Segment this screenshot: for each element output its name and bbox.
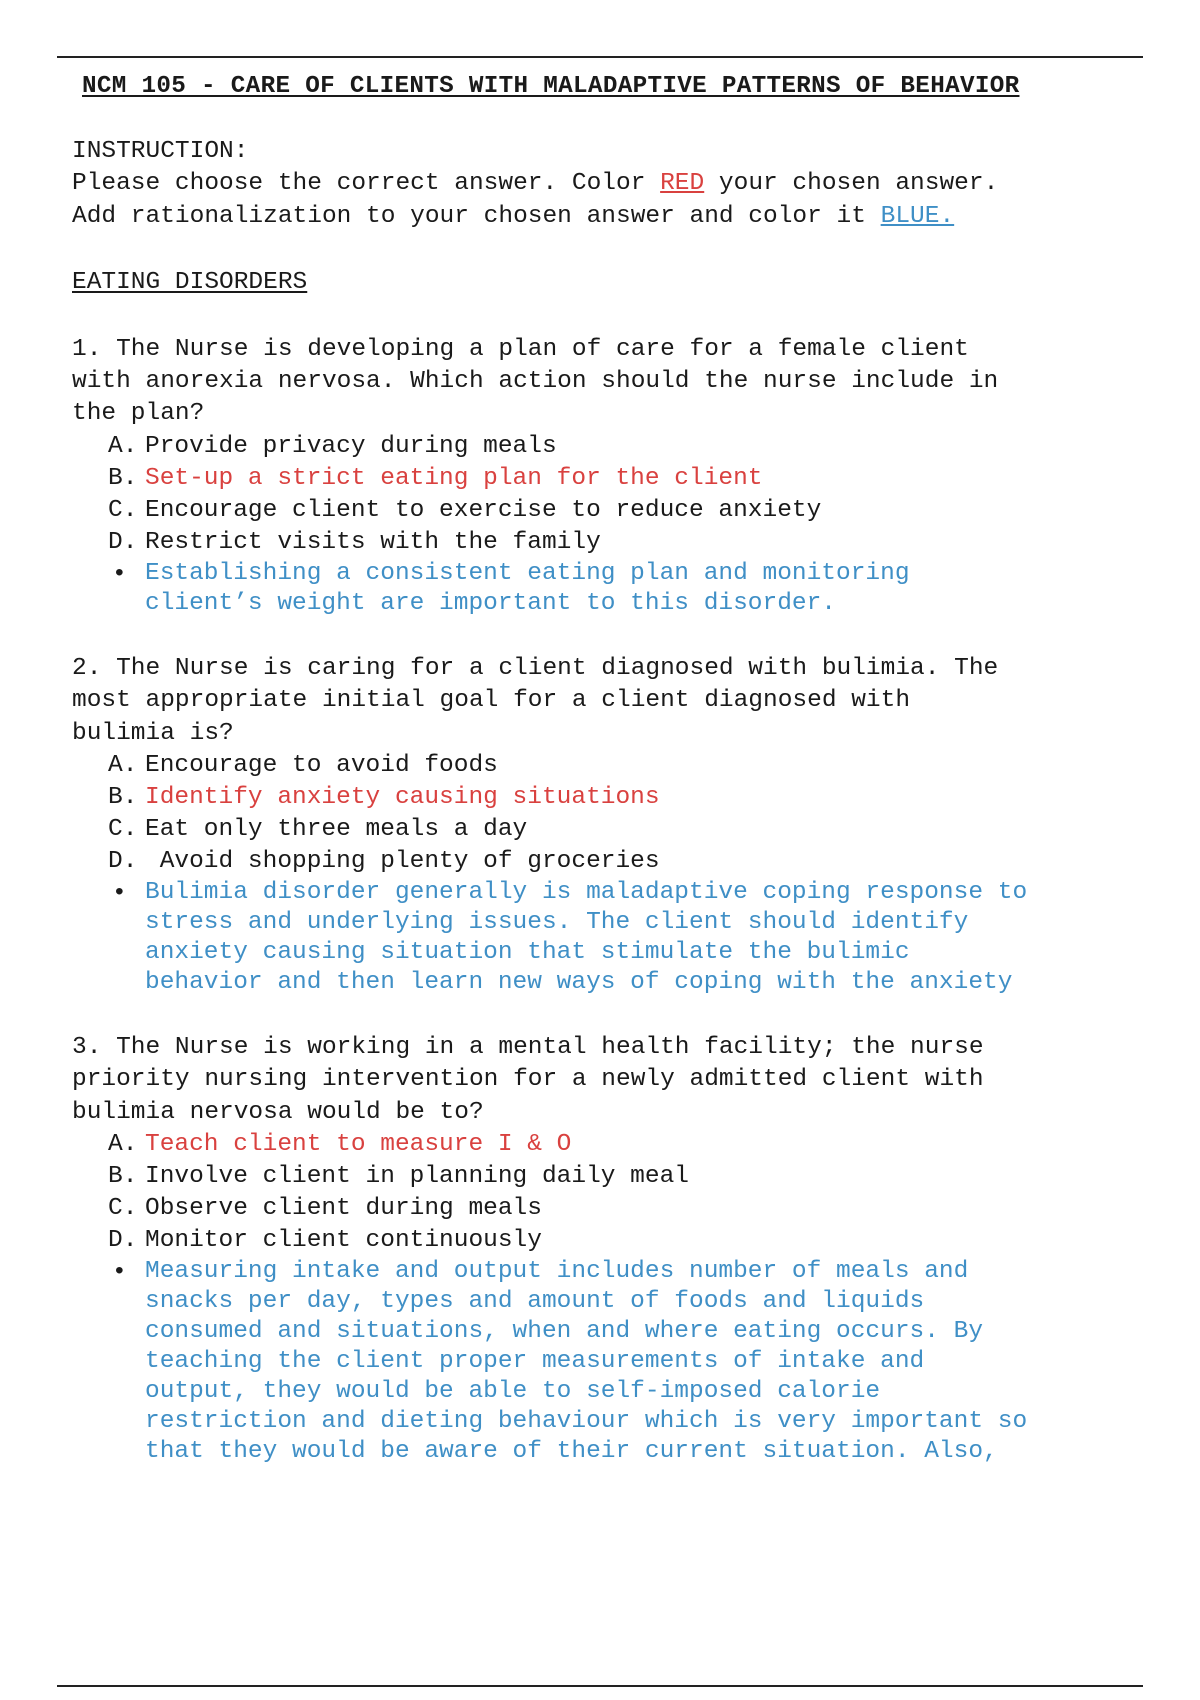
chosen-answer-text: Teach client to measure I & O xyxy=(145,1131,572,1159)
option-letter: B. xyxy=(108,464,138,492)
bullet-icon: • xyxy=(112,560,127,588)
question-text-line: most appropriate initial goal for a client diagnosed with xyxy=(72,687,911,715)
bullet-icon: • xyxy=(112,880,127,908)
option-c xyxy=(108,1193,1162,1225)
question-text-line: bulimia nervosa would be to? xyxy=(72,1098,484,1126)
rationale xyxy=(108,559,1162,619)
option-text: Avoid shopping plenty of groceries xyxy=(145,848,660,876)
question-text-line: 3. The Nurse is working in a mental health facility; the nurse xyxy=(72,1034,984,1062)
rationale xyxy=(108,1257,1162,1467)
page-title: NCM 105 - CARE OF CLIENTS WITH MALADAPTIVE PATTERNS OF BEHAVIOR xyxy=(82,73,1020,100)
chosen-answer-text: Identify anxiety causing situations xyxy=(145,784,660,812)
option-a xyxy=(108,431,1162,463)
option-text: Restrict visits with the family xyxy=(145,528,601,556)
document-body xyxy=(72,136,1162,1467)
option-text: Encourage client to exercise to reduce anxiety xyxy=(145,496,822,524)
instruction-line-1 xyxy=(72,168,1162,200)
option-letter: B. xyxy=(108,784,138,812)
option-text: Eat only three meals a day xyxy=(145,816,528,844)
option-letter: D. xyxy=(108,848,138,876)
top-rule xyxy=(57,56,1143,58)
rationale-text: Bulimia disorder generally is maladaptive coping response to stress and underlying issues. The client should identify anxiety causing situation that stimulate the bulimic behavior and then learn new ways of coping with the anxiety xyxy=(145,879,1028,997)
section-heading: EATING DISORDERS xyxy=(72,269,308,297)
instruction-label: INSTRUCTION: xyxy=(72,138,249,165)
chosen-answer-text: Set-up a strict eating plan for the client xyxy=(145,464,763,492)
option-letter: C. xyxy=(108,816,138,844)
option-b xyxy=(108,463,1162,495)
answer-options xyxy=(108,1129,1162,1257)
question-2 xyxy=(72,653,1162,998)
bullet-icon: • xyxy=(112,1259,127,1287)
instruction-line-1-post: your chosen answer. xyxy=(704,170,999,198)
option-letter: B. xyxy=(108,1163,138,1191)
option-letter: A. xyxy=(108,432,138,460)
option-text: Provide privacy during meals xyxy=(145,432,557,460)
rationale-text: Measuring intake and output includes number of meals and snacks per day, types and amount of foods and liquids consumed and situations, when and where eating occurs. By teaching the client proper measurements of intake and output, they would be able to self-imposed calorie restriction and dieting behaviour which is very important so that they would be aware of their current situation. Also, xyxy=(145,1258,1028,1466)
option-d xyxy=(108,1225,1162,1257)
option-letter: D. xyxy=(108,528,138,556)
question-text-line: with anorexia nervosa. Which action should the nurse include in xyxy=(72,368,999,396)
option-text: Observe client during meals xyxy=(145,1195,542,1223)
instruction-line-2 xyxy=(72,201,1162,233)
question-list xyxy=(72,300,1162,1468)
option-letter: A. xyxy=(108,1131,138,1159)
option-text: Monitor client continuously xyxy=(145,1227,542,1255)
rationale-text: Establishing a consistent eating plan and monitoring client’s weight are important to this disorder. xyxy=(145,559,910,617)
bottom-rule xyxy=(57,1685,1143,1687)
option-a xyxy=(108,1129,1162,1161)
option-b xyxy=(108,1161,1162,1193)
answer-options xyxy=(108,431,1162,559)
question-text-line: the plan? xyxy=(72,400,205,428)
option-a xyxy=(108,750,1162,782)
instruction-blue-word: BLUE. xyxy=(880,202,955,230)
option-b xyxy=(108,782,1162,814)
question-3 xyxy=(72,1032,1162,1467)
question-1 xyxy=(72,334,1162,619)
option-text: Involve client in planning daily meal xyxy=(145,1163,689,1191)
option-c xyxy=(108,495,1162,527)
answer-options xyxy=(108,750,1162,878)
question-text-line: 1. The Nurse is developing a plan of care for a female client xyxy=(72,335,969,363)
question-text-line: bulimia is? xyxy=(72,719,234,747)
option-letter: C. xyxy=(108,496,138,524)
question-text-line: priority nursing intervention for a newly admitted client with xyxy=(72,1066,984,1094)
option-letter: A. xyxy=(108,752,138,780)
instruction-line-1-pre: Please choose the correct answer. Color xyxy=(72,170,661,198)
instruction-red-word: RED xyxy=(660,170,705,198)
option-letter: C. xyxy=(108,1195,138,1223)
option-c xyxy=(108,814,1162,846)
option-d xyxy=(108,846,1162,878)
instruction-line-2-pre: Add rationalization to your chosen answer and color it xyxy=(72,202,881,230)
option-text: Encourage to avoid foods xyxy=(145,752,498,780)
option-letter: D. xyxy=(108,1227,138,1255)
rationale xyxy=(108,878,1162,998)
option-d xyxy=(108,527,1162,559)
question-text-line: 2. The Nurse is caring for a client diagnosed with bulimia. The xyxy=(72,654,999,682)
